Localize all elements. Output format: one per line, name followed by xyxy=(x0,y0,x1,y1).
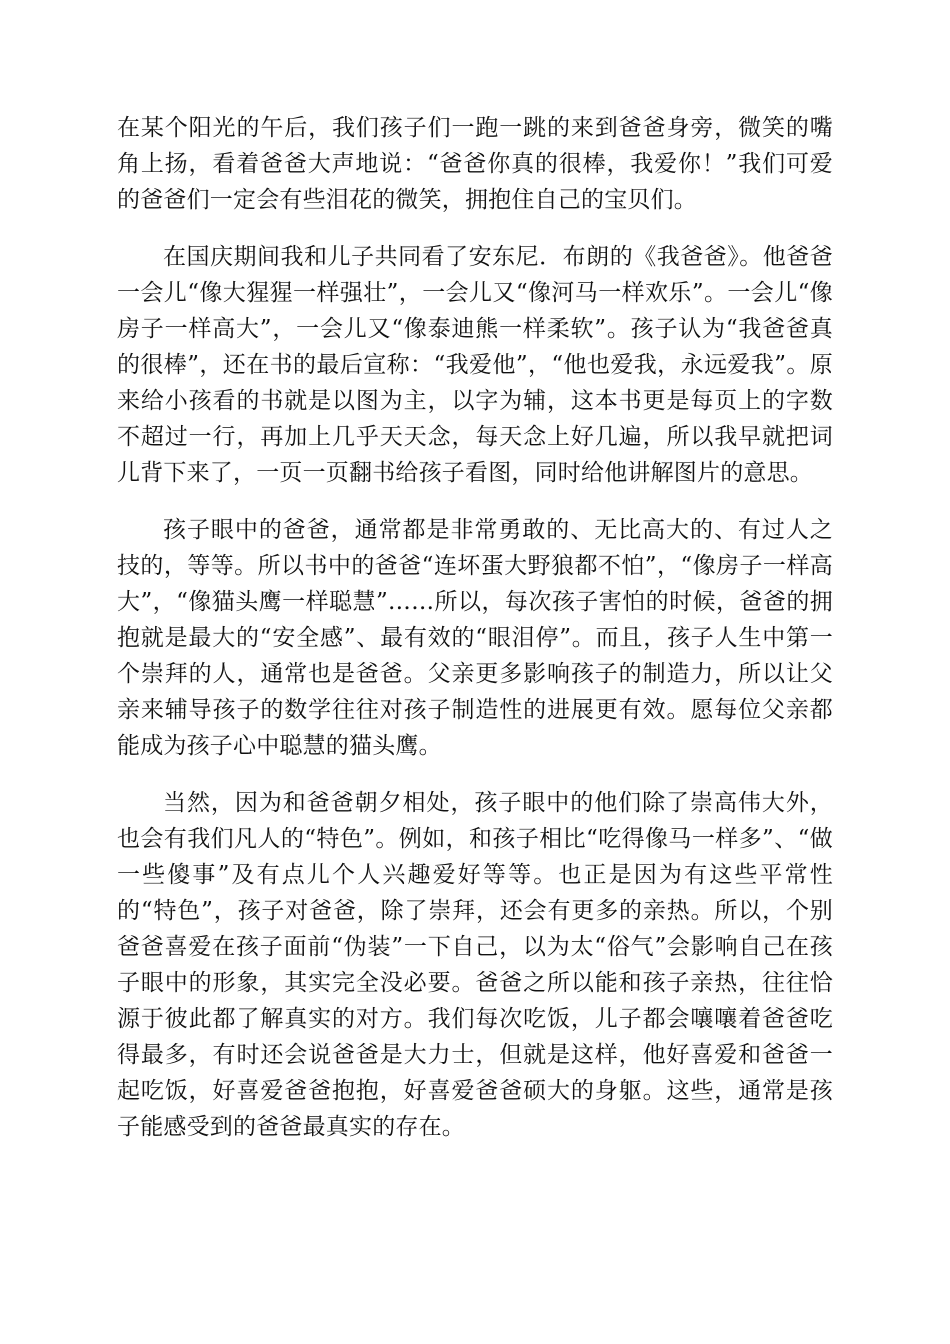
paragraph-1: 在某个阳光的午后，我们孩子们一跑一跳的来到爸爸身旁，微笑的嘴角上扬，看着爸爸大声地说：“爸爸你真的很棒，我爱你！”我们可爱的爸爸们一定会有些泪花的微笑，拥抱住自己的宝贝们。 xyxy=(117,115,833,213)
paragraph-2: 在国庆期间我和儿子共同看了安东尼．布朗的《我爸爸》。他爸爸一会儿“像大猩猩一样强壮”，一会儿又“像河马一样欢乐”。一会儿“像房子一样高大”，一会儿又“像泰迪熊一样柔软”。孩子认为“我爸爸真的很棒”，还在书的最后宣称：“我爱他”，“他也爱我，永远爱我”。原来给小孩看的书就是以图为主，以字为辅，这本书更是每页上的字数不超过一行，再加上几乎天天念，每天念上好几遍，所以我早就把词儿背下来了，一页一页翻书给孩子看图，同时给他讲解图片的意思。 xyxy=(117,244,833,486)
article-body xyxy=(117,110,833,1166)
paragraph-4: 当然，因为和爸爸朝夕相处，孩子眼中的他们除了崇高伟大外，也会有我们凡人的“特色”。例如，和孩子相比“吃得像马一样多”、“做一些傻事”及有点儿个人兴趣爱好等等。也正是因为有这些平常性的“特色”，孩子对爸爸，除了崇拜，还会有更多的亲热。所以，个别爸爸喜爱在孩子面前“伪装”一下自己，以为太“俗气”会影响自己在孩子眼中的形象，其实完全没必要。爸爸之所以能和孩子亲热，往往恰源于彼此都了解真实的对方。我们每次吃饭，儿子都会嚷嚷着爸爸吃得最多，有时还会说爸爸是大力士，但就是这样，他好喜爱和爸爸一起吃饭，好喜爱爸爸抱抱，好喜爱爸爸硕大的身躯。这些，通常是孩子能感受到的爸爸最真实的存在。 xyxy=(117,790,833,1140)
paragraph-3: 孩子眼中的爸爸，通常都是非常勇敢的、无比高大的、有过人之技的，等等。所以书中的爸爸“连坏蛋大野狼都不怕”，“像房子一样高大”，“像猫头鹰一样聪慧”……所以，每次孩子害怕的时候，爸爸的拥抱就是最大的“安全感”、最有效的“眼泪停”。而且，孩子人生中第一个崇拜的人，通常也是爸爸。父亲更多影响孩子的制造力，所以让父亲来辅导孩子的数学往往对孩子制造性的进展更有效。愿每位父亲都能成为孩子心中聪慧的猫头鹰。 xyxy=(117,517,833,759)
